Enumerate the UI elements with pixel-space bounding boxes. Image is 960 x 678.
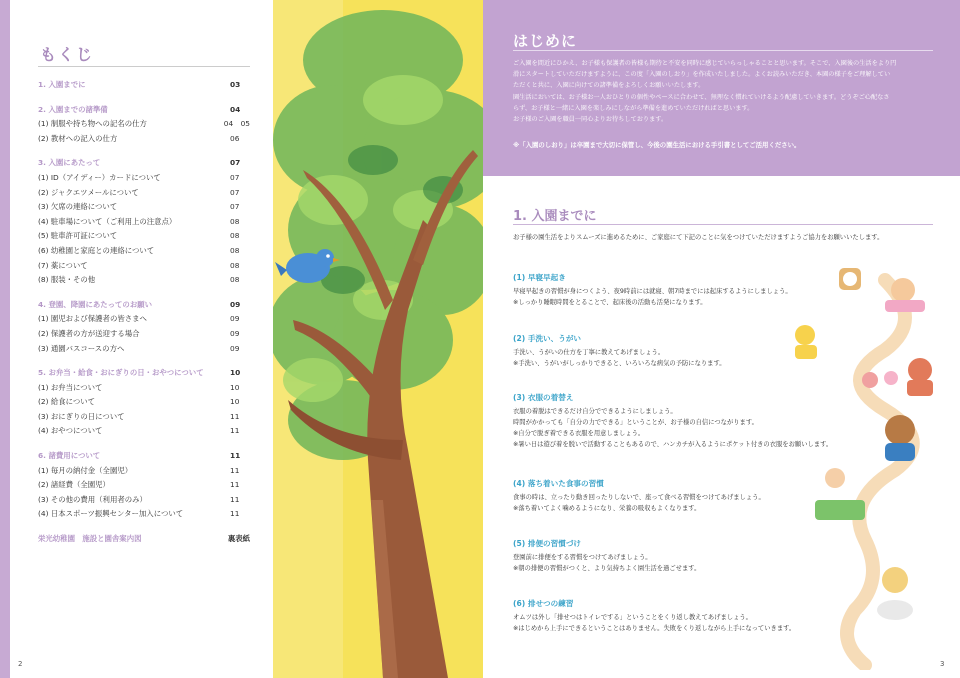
toc-heading-label: 6. 諸費用について xyxy=(38,451,101,461)
toc-back-cover-entry[interactable] xyxy=(38,532,250,547)
toc-page-ref: 07 xyxy=(230,187,240,197)
toc-entry-label: (3) おにぎりの日について xyxy=(38,411,125,421)
guideline-text: 食事の時は、立ったり動き回ったりしないで、座って食べる習慣をつけてあげましょう。 xyxy=(513,494,765,501)
toc-entry[interactable] xyxy=(38,424,250,439)
toc-section-heading[interactable] xyxy=(38,103,250,118)
toc-section-heading[interactable] xyxy=(38,298,250,313)
toc-page-ref: 07 xyxy=(230,158,241,168)
toc-section xyxy=(38,103,250,147)
toc-entry[interactable] xyxy=(38,200,250,215)
toc-entry[interactable] xyxy=(38,327,250,342)
guideline-text: ※しっかり睡眠時間をとることで、起床後の活動も活発になります。 xyxy=(513,299,707,306)
guideline-text: 時間がかかっても「自分の力でできる」ということが、お子様の自信につながります。 xyxy=(513,419,758,426)
guideline-text: 早寝早起きの習慣が身につくよう、夜9時前には就寝、朝7時までには起床するようにしましょう。 xyxy=(513,288,792,295)
intro-divider xyxy=(513,50,933,51)
toc-page-ref: 10 xyxy=(230,368,241,378)
guideline-item xyxy=(513,538,843,574)
toc-entry-label: (6) 幼稚園と家庭との連絡について xyxy=(38,245,155,255)
toc-entry-label: (3) 欠席の連絡について xyxy=(38,202,118,212)
toc-page xyxy=(10,0,273,678)
toc-entry-label: (4) おやつについて xyxy=(38,426,103,436)
guideline-item xyxy=(513,392,843,450)
toc-heading-label: 1. 入園までに xyxy=(38,80,86,89)
toc-entry-label: (1) 毎月の納付金（全園児） xyxy=(38,465,133,475)
toc-entry-label: (5) 駐車許可証について xyxy=(38,231,118,241)
toc-heading-label: 3. 入園にあたって xyxy=(38,158,101,168)
toc-entry-label: (4) 駐車場について（ご利用上の注意点） xyxy=(38,216,177,226)
guideline-item xyxy=(513,333,843,369)
toc-page-ref: 08 xyxy=(230,245,240,255)
toc-entry[interactable] xyxy=(38,478,250,493)
toc-entry[interactable] xyxy=(38,395,250,410)
toc-entry[interactable] xyxy=(38,117,250,132)
toc-entry-label: (1) 制服や持ち物への記名の仕方 xyxy=(38,119,147,129)
toc-page-ref: 07 xyxy=(230,202,240,212)
toc-divider xyxy=(38,66,250,67)
toc-entry[interactable] xyxy=(38,342,250,357)
guideline-heading: (2) 手洗い、うがい xyxy=(513,334,582,343)
section-lead: お子様の園生活をよりスムーズに進めるために、ご家庭にて下記のことに気をつけていただけますようご協力をお願いいたします。 xyxy=(513,234,884,241)
rabbit-eating-icon xyxy=(815,468,865,520)
raccoon-icon xyxy=(885,415,915,461)
guideline-text: 衣服の着脱はできるだけ自分でできるようにしましょう。 xyxy=(513,408,677,415)
toc-page-ref: 11 xyxy=(230,509,240,519)
toc-entry-label: (2) 諸経費（全園児） xyxy=(38,480,110,490)
toc-entry-label: (7) 薬について xyxy=(38,260,88,270)
toc-entry[interactable] xyxy=(38,410,250,425)
toc-section xyxy=(38,449,250,522)
toc-section-heading[interactable] xyxy=(38,78,250,93)
toc-page-ref: 09 xyxy=(230,299,241,309)
guideline-heading: (4) 落ち着いた食事の習慣 xyxy=(513,479,604,488)
toc-entry[interactable] xyxy=(38,215,250,230)
toc-page-ref: 08 xyxy=(230,216,240,226)
intro-panel xyxy=(483,0,960,176)
toc-entry[interactable] xyxy=(38,507,250,522)
toc-page-ref: 07 xyxy=(230,172,240,182)
toc-entry-label: (1) 園児および保護者の皆さまへ xyxy=(38,314,147,324)
toc-title: もくじ xyxy=(40,45,95,64)
toc-entry-label: (3) その他の費用（利用者のみ） xyxy=(38,494,147,504)
intro-line: らず、お子様と一緒に入園を楽しみにしながら準備を進めていただければと思います。 xyxy=(513,104,754,112)
toc-entry[interactable] xyxy=(38,464,250,479)
duck-handwash-icon xyxy=(795,325,817,359)
toc-section-heading[interactable] xyxy=(38,156,250,171)
toc-section xyxy=(38,298,250,356)
small-animals-icon xyxy=(862,371,898,388)
toc-section xyxy=(38,156,250,287)
toc-entry[interactable] xyxy=(38,493,250,508)
toc-section xyxy=(38,78,250,93)
toc-heading-label: 5. お弁当・給食・おにぎりの日・おやつについて xyxy=(38,368,204,378)
intro-line: 園生活においては、お子様お一人おひとりの個性やペースに合わせて、無理なく慣れていけるよう配慮していきます。どうぞご心配なさ xyxy=(513,93,890,101)
section-divider xyxy=(513,224,933,225)
intro-line: ご入園を間近にひかえ、お子様も保護者の皆様も期待と不安を同時に感じていらっしゃることと思います。そこで、入園後の生活をより円 xyxy=(513,60,897,67)
toc-entry-label: 栄光幼稚園 施設と園舎案内図 xyxy=(38,534,142,544)
guideline-text: 登園前に排便をする習慣をつけてあげましょう。 xyxy=(513,554,652,561)
guideline-heading: (1) 早寝早起き xyxy=(513,273,566,282)
page-number-left: 2 xyxy=(18,660,23,668)
toc-entry[interactable] xyxy=(38,244,250,259)
guideline-text: ※はじめから上手にできるということはありません。失敗をくり返しながら上手になっていきます。 xyxy=(513,625,796,632)
toc-section-heading[interactable] xyxy=(38,366,250,381)
dog-toilet-icon xyxy=(877,567,913,620)
section-title: 1. 入園までに xyxy=(513,209,597,224)
toc-section-heading[interactable] xyxy=(38,449,250,464)
guideline-text: 手洗い、うがいの仕方を丁寧に教えてあげましょう。 xyxy=(513,349,665,356)
toc-entry[interactable] xyxy=(38,312,250,327)
toc-page-ref: 11 xyxy=(230,494,240,504)
toc-page-ref: 10 xyxy=(230,382,240,392)
toc-entry-label: (2) 給食について xyxy=(38,397,96,407)
toc-page-ref: 04 xyxy=(230,104,241,114)
toc-entry-label: (3) 通園バスコースの方へ xyxy=(38,343,125,353)
toc-page-ref: 08 xyxy=(230,275,240,285)
toc-page-ref: 06 xyxy=(230,133,240,143)
guideline-item xyxy=(513,272,843,308)
toc-page-ref: 10 xyxy=(230,397,240,407)
toc-entry[interactable] xyxy=(38,186,250,201)
toc-entry[interactable] xyxy=(38,381,250,396)
intro-line: お子様のご入園を職員一同心よりお待ちしております。 xyxy=(513,116,668,124)
toc-entry-label: (2) 教材への記入の仕方 xyxy=(38,133,118,143)
toc-list xyxy=(38,78,250,547)
guideline-text: オムツは外し「排せつはトイレでする」ということをくり返し教えてあげましょう。 xyxy=(513,614,752,621)
intro-body xyxy=(513,58,943,125)
guideline-text: ※落ち着いてよく噛めるようになり、栄養の吸収もよくなります。 xyxy=(513,505,701,512)
guideline-heading: (5) 排便の習慣づけ xyxy=(513,539,582,548)
toc-entry-label: (8) 服装・その他 xyxy=(38,275,96,285)
toc-entry-label: (4) 日本スポーツ振興センター加入について xyxy=(38,509,184,519)
bear-icon xyxy=(907,358,933,396)
toc-page-ref: 11 xyxy=(230,480,240,490)
toc-page-ref: 08 xyxy=(230,231,240,241)
children-path-illustration xyxy=(795,260,955,670)
toc-entry[interactable] xyxy=(38,171,250,186)
guideline-item xyxy=(513,598,843,634)
tree-illustration xyxy=(273,0,483,678)
toc-page-ref: 09 xyxy=(230,343,240,353)
toc-page-ref: 04 05 xyxy=(223,119,250,129)
toc-page-ref: 09 xyxy=(230,328,240,338)
clock-icon xyxy=(839,268,861,290)
guideline-text: ※暑い日は遊び着を脱いで活動することもあるので、ハンカチが入るようにポケット付きの衣服をお願いします。 xyxy=(513,441,833,448)
guideline-heading: (6) 排せつの練習 xyxy=(513,599,574,608)
toc-page-ref: 09 xyxy=(230,314,240,324)
intro-note: ※「入園のしおり」は卒園まで大切に保管し、今後の園生活における手引書としてご活用ください。 xyxy=(513,141,801,149)
toc-page-ref: 11 xyxy=(230,426,240,436)
toc-entry[interactable] xyxy=(38,259,250,274)
guideline-text: ※手洗い、うがいがしっかりできると、いろいろな病気の予防になります。 xyxy=(513,360,726,367)
toc-heading-label: 2. 入園までの諸準備 xyxy=(38,104,108,114)
guideline-text: ※朝の排便の習慣がつくと、より気持ちよく園生活を過ごせます。 xyxy=(513,565,701,572)
intro-line: ただくと共に、入園に向けての諸準備をよろしくお願いいたします。 xyxy=(513,82,705,90)
toc-page-ref: 03 xyxy=(230,80,241,89)
toc-entry[interactable] xyxy=(38,273,250,288)
toc-section xyxy=(38,366,250,439)
intro-line: 滑にスタートしていただけますように、この度「入園のしおり」を作成いたしました。よくお読みいただき、本園の様子をご理解してい xyxy=(513,71,891,79)
toc-entry-label: (1) ID（アイディー）カードについて xyxy=(38,172,161,182)
page-number-right: 3 xyxy=(940,660,945,668)
toc-page-ref: 08 xyxy=(230,260,240,270)
toc-entry-label: (2) ジャクエツメールについて xyxy=(38,187,139,197)
toc-entry-label: (1) お弁当について xyxy=(38,382,103,392)
toc-page-ref: 裏表紙 xyxy=(227,534,250,544)
toc-page-ref: 11 xyxy=(230,451,241,461)
toc-entry[interactable] xyxy=(38,229,250,244)
left-edge-band xyxy=(0,0,10,678)
toc-entry[interactable] xyxy=(38,132,250,147)
guideline-item xyxy=(513,478,843,514)
toc-entry-label: (2) 保護者の方が送迎する場合 xyxy=(38,328,140,338)
toc-page-ref: 11 xyxy=(230,411,240,421)
intro-title: はじめに xyxy=(513,32,578,50)
toc-heading-label: 4. 登園、降園にあたってのお願い xyxy=(38,299,152,309)
guideline-heading: (3) 衣服の着替え xyxy=(513,393,574,402)
toc-page-ref: 11 xyxy=(230,465,240,475)
guideline-text: ※自分で脱ぎ着できる衣服を用意しましょう。 xyxy=(513,430,645,437)
